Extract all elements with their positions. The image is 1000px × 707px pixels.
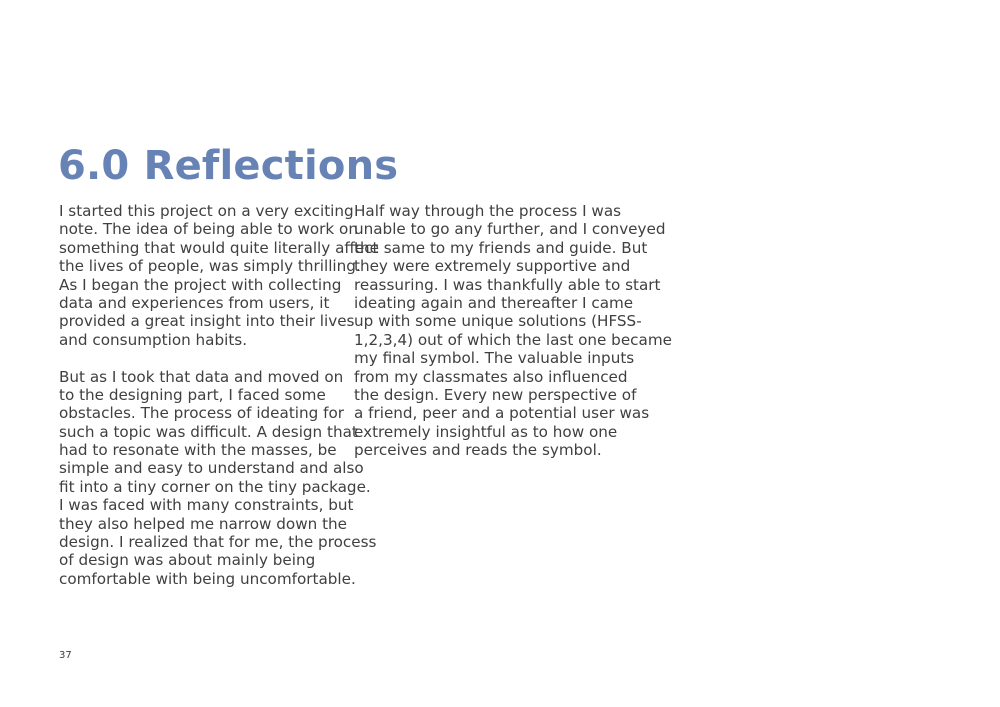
text-line: design. I realized that for me, the process (59, 533, 377, 552)
text-line: note. The idea of being able to work on (59, 220, 358, 239)
text-line: perceives and reads the symbol. (354, 441, 602, 460)
text-line: reassuring. I was thankfully able to start (354, 275, 661, 294)
text-line: had to resonate with the masses, be (59, 441, 337, 460)
text-line: comfortable with being uncomfortable. (59, 569, 356, 588)
page-number: 37 (59, 650, 72, 661)
body-paragraph (354, 202, 672, 460)
text-line: ideating again and thereafter I came (354, 293, 634, 312)
text-line: a friend, peer and a potential user was (354, 404, 650, 423)
text-line: to the designing part, I faced some (59, 385, 326, 404)
text-line: 1,2,3,4) out of which the last one became (354, 330, 672, 349)
text-line: from my classmates also influenced (354, 367, 628, 386)
text-line: As I began the project with collecting (59, 275, 342, 294)
text-line: I started this project on a very exciting (59, 202, 354, 220)
text-line: the same to my friends and guide. But (354, 238, 648, 257)
text-line: provided a great insight into their lives (59, 312, 355, 331)
text-line: the lives of people, was simply thrilling. (59, 257, 361, 276)
text-line: But as I took that data and moved on (59, 367, 344, 386)
text-line: they were extremely supportive and (354, 257, 631, 276)
page-title: 6.0 Reflections (58, 143, 399, 189)
text-line: something that would quite literally affect (59, 238, 379, 257)
body-paragraph (59, 202, 379, 349)
text-line: simple and easy to understand and also (59, 459, 364, 478)
text-line: Half way through the process I was (354, 202, 622, 220)
text-line: fit into a tiny corner on the tiny package. (59, 477, 371, 496)
text-line: of design was about mainly being (59, 551, 316, 570)
text-line: they also helped me narrow down the (59, 514, 347, 533)
text-line: extremely insightful as to how one (354, 422, 618, 441)
right-column (354, 202, 672, 460)
text-line: the design. Every new perspective of (354, 385, 637, 404)
text-line: I was faced with many constraints, but (59, 496, 354, 515)
text-line: obstacles. The process of ideating for (59, 404, 344, 423)
text-line: my final symbol. The valuable inputs (354, 349, 635, 368)
text-line: up with some unique solutions (HFSS- (354, 312, 642, 331)
text-line: such a topic was difficult. A design that (59, 422, 358, 441)
body-paragraph (59, 367, 377, 589)
left-column (59, 202, 379, 588)
text-line: unable to go any further, and I conveyed (354, 220, 666, 239)
text-line: data and experiences from users, it (59, 293, 330, 312)
text-line: and consumption habits. (59, 330, 248, 349)
